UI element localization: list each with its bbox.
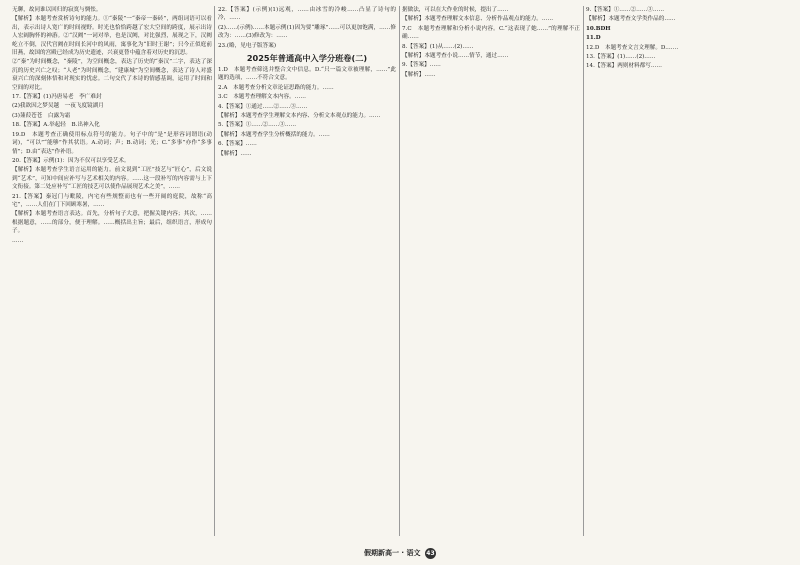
paragraph: 23.(略，见电子版答案) <box>218 42 277 49</box>
paragraph: ②“秦”为时间概念，“秦陵”，为空间概念，表达了历史的“秦汉”二字，表达了深沉的历史兴亡之叹；“人老”为时间概念，“建康城”为空间概念，表达了诗人对盛衰兴亡的深刻体悟和对现实的忧虑。二句交代了本诗的情感基调，运用了时间和空间的对比。 <box>12 59 212 91</box>
paragraph: 13.【答案】(1)……(2)…… <box>586 54 656 61</box>
paragraph: 18.【答案】A.举起轻 B.出神入化 <box>12 122 100 129</box>
paragraph: 6.【答案】…… <box>218 141 257 148</box>
paragraph: 【解析】本题考查学生分析概括的能力。…… <box>218 131 330 138</box>
paragraph: 22.【答案】(示例)(1)远观，……由冰雪的冷峻……凸显了诗句的冷，…… <box>218 7 396 22</box>
column-3 <box>402 6 580 538</box>
paragraph: 12.D 本题考查文言文理解。D.…… <box>586 44 679 51</box>
paragraph: 17.【答案】(1)冯唐易老 李广难封 <box>12 94 102 101</box>
paragraph: 无聊，故同谁以回归的寂寞与惆怅。 <box>12 7 102 13</box>
page-number: 43 <box>426 550 435 557</box>
paragraph: 1.D 本题考查筛选并整合文中信息。D.“只一篇文章被理解，……”此题的选项，……不符合文意。 <box>218 67 396 82</box>
paragraph: 据做法，可以在大作业的时候，提出了…… <box>402 7 509 13</box>
paragraph: 9.【答案】…… <box>402 62 441 69</box>
paragraph: 3.C 本题考查理解文本内容。…… <box>218 94 306 101</box>
paragraph: 8.【答案】(1)从……(2)…… <box>402 43 474 50</box>
column-divider <box>583 6 584 536</box>
paragraph: 【解析】本题考查文学类作品的…… <box>586 16 676 23</box>
column-divider <box>399 6 400 536</box>
paragraph: (2)我欲因之梦吴越 一夜飞度镜湖月 <box>12 103 104 110</box>
paragraph: 【解析】…… <box>402 71 436 78</box>
column-4 <box>586 6 788 538</box>
paragraph: 【解析】本题考查学生语言运用的能力。前文说到“工匠”技艺与“匠心”，后文说到“艺术”，可知中间应补写与艺术相关的内容。……这一段补写的内容需与上下文衔接。第二处应补写“工匠的技艺可以使作品展现艺术之美”，…… <box>12 167 212 191</box>
paragraph: 7.C 本题考查理解和分析小说内容。C.“这表现了她……”的理解不正确…… <box>402 25 580 41</box>
page-footer <box>0 548 800 559</box>
footer-text: 假期新高一 · 语文 <box>364 549 421 557</box>
column-1 <box>12 6 212 538</box>
paragraph: 19.D 本题考查正确使用标点符号的能力。句子中的“是”是形容词谓语(动词)，“可以”“能够”作其状语。A.动词；声；B.动词；光；C.“多事”亦作“多事情”；D.由“表达”作补语。 <box>12 131 212 155</box>
paragraph: 2.A 本题考查分析文章论证思路的能力。…… <box>218 84 334 91</box>
paragraph: …… <box>12 237 24 244</box>
paragraph: (2)……(示例)……本题示例(1)因为要“雕琢”……可以更加饱满，……修改为：……(3)修改为：…… <box>218 24 396 40</box>
page-title: 2025年普通高中入学分班卷(二) <box>246 53 368 64</box>
paragraph: (3)蒹葭苍苍 白露为霜 <box>12 112 71 119</box>
paragraph: 【解析】本题考查学生理解文本内容、分析文本观点的能力。…… <box>218 113 381 120</box>
paragraph: 20.【答案】示例(1)：因为不仅可以享受艺术。 <box>12 157 130 164</box>
paragraph: 9.【答案】①……②……③…… <box>586 7 665 13</box>
paragraph: 【解析】本题考查小说……情节，通过…… <box>402 53 509 60</box>
paragraph: 4.【答案】①通过……②……③…… <box>218 103 308 110</box>
paragraph: 【解析】…… <box>218 150 252 157</box>
column-2 <box>218 6 396 538</box>
paragraph: 11.D <box>586 35 601 42</box>
paragraph: 【解析】本题考查理解文本信息、分析作品观点的能力。…… <box>402 16 554 23</box>
paragraph: 14.【答案】两则材料都写…… <box>586 63 663 70</box>
paragraph: 5.【答案】①……②……③…… <box>218 122 297 129</box>
paragraph: 【解析】本题考查语言表达。首先，分析句子大意，把握关键内容；其次，……根据题意，……的部分，便于理解。……概括出主旨；最后，组织语言，形成句子。 <box>12 211 212 235</box>
paragraph: 【解析】本题考查赏析诗句的能力。①“秦陵”一“秦帝一秦砖”，两组词语可以看出，表示出诗人宽广的时间视野。时光也恰恰跨越了宏大空间的跨度，展示出诗人宏阔胸怀的神游。②“汉阙”一词对举，也是汉阙，对比强烈，展现之下，汉阙屹立不倒，汉代宫阙在时间长河中的风雨，寓事化为“旧时王谢”；只今正似庭前旧燕，故国的宫殿已经成为历史遗迹，兴衰更替中蕴含着对历史的沉思。 <box>12 16 212 57</box>
column-divider <box>214 6 215 536</box>
paragraph: 10.BDH <box>586 25 611 32</box>
paragraph: 21.【答案】秦冠门与毗陵，内宅有些规整而也有一些开阔的庭院，故称“高宅”，……人们在门下回顾寒暑，…… <box>12 193 212 208</box>
